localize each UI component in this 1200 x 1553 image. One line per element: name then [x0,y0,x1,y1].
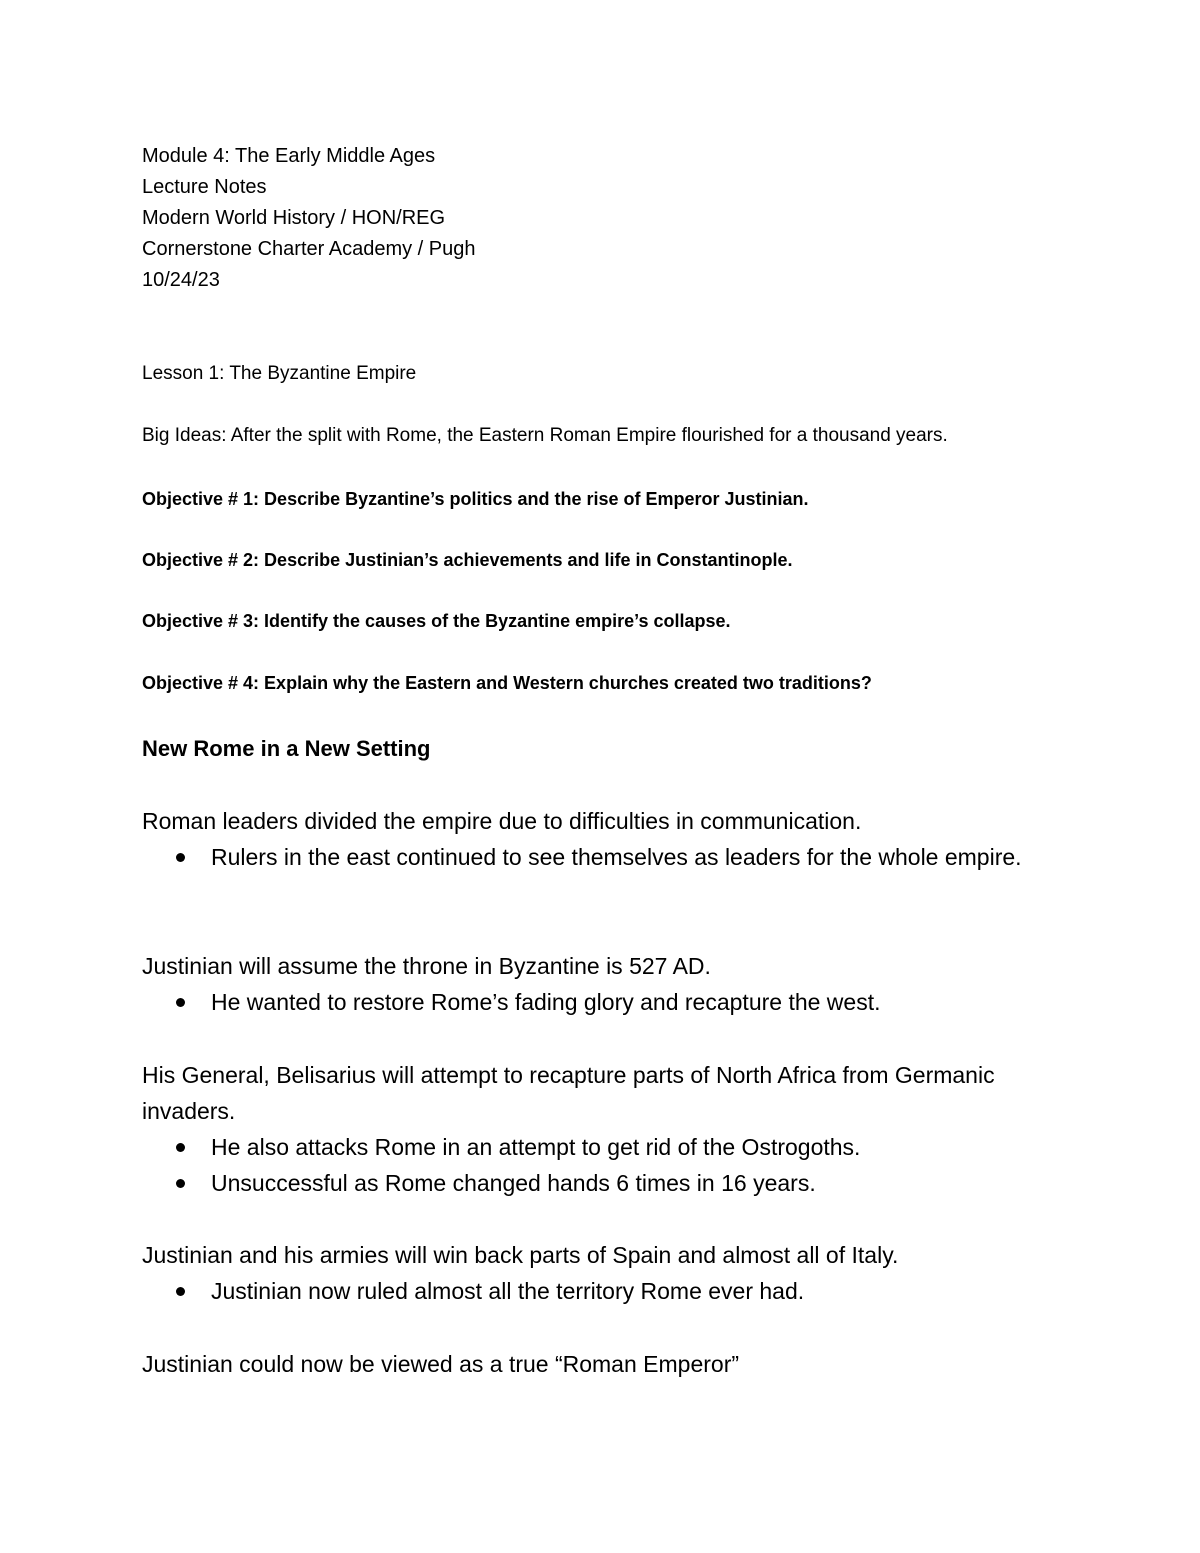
list-item [142,1273,1022,1309]
list-item [142,839,1022,875]
bullet-list-4 [142,1273,1022,1309]
section-heading: New Rome in a New Setting [142,736,431,761]
list-item-text: He wanted to restore Rome’s fading glory and recapture the west. [211,989,881,1015]
objective-4: Objective # 4: Explain why the Eastern and Western churches created two traditions? [142,673,872,693]
paragraph-1: Roman leaders divided the empire due to difficulties in communication. [142,808,862,834]
document-date: 10/24/23 [142,269,220,291]
list-item-text: He also attacks Rome in an attempt to get rid of the Ostrogoths. [211,1134,861,1160]
paragraph-2: Justinian will assume the throne in Byzantine is 527 AD. [142,953,711,979]
school-name: Cornerstone Charter Academy / Pugh [142,238,476,260]
bullet-list-1 [142,839,1022,875]
module-title: Module 4: The Early Middle Ages [142,145,436,167]
list-item-text: Rulers in the east continued to see themselves as leaders for the whole empire. [211,844,1022,870]
bullet-icon [176,1143,185,1152]
list-item [142,1129,1022,1165]
bullet-icon [176,1287,185,1296]
paragraph-5: Justinian could now be viewed as a true “Roman Emperor” [142,1351,740,1377]
bullet-list-3 [142,1129,1022,1201]
paragraph-4: Justinian and his armies will win back parts of Spain and almost all of Italy. [142,1242,899,1268]
lecture-notes-label: Lecture Notes [142,176,267,198]
bullet-icon [176,1179,185,1188]
list-item-text: Justinian now ruled almost all the territory Rome ever had. [211,1278,805,1304]
objective-3: Objective # 3: Identify the causes of the Byzantine empire’s collapse. [142,611,731,631]
big-ideas: Big Ideas: After the split with Rome, the Eastern Roman Empire flourished for a thousand years. [142,425,948,446]
bullet-icon [176,853,185,862]
list-item-text: Unsuccessful as Rome changed hands 6 times in 16 years. [211,1170,816,1196]
objective-2: Objective # 2: Describe Justinian’s achievements and life in Constantinople. [142,550,793,570]
course-name: Modern World History / HON/REG [142,207,446,229]
bullet-icon [176,998,185,1007]
list-item [142,984,1022,1020]
list-item [142,1165,1022,1201]
bullet-list-2 [142,984,1022,1020]
paragraph-3: His General, Belisarius will attempt to recapture parts of North Africa from Germanic invaders. [142,1062,995,1124]
objective-1: Objective # 1: Describe Byzantine’s politics and the rise of Emperor Justinian. [142,489,809,509]
lesson-title: Lesson 1: The Byzantine Empire [142,363,417,384]
